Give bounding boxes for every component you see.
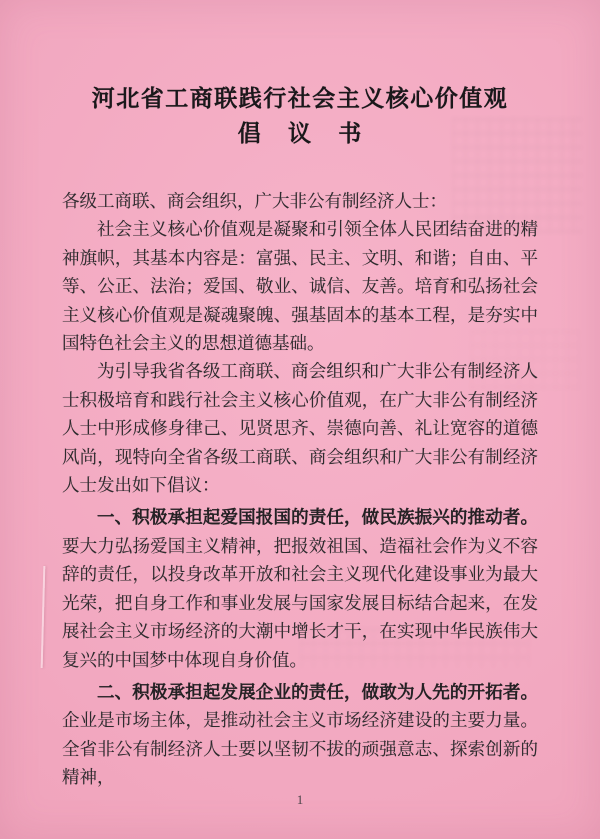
- document-subtitle: 倡 议 书: [237, 121, 363, 146]
- paragraph-bold-lead: 二、积极承担起发展企业的责任，做敢为人先的开拓者。: [97, 681, 538, 702]
- staple-fold-mark: [41, 566, 46, 668]
- paragraph-proposal-2: [62, 678, 538, 792]
- paragraph-text: 社会主义核心价值观是凝聚和引领全体人民团结奋进的精神旗帜，其基本内容是：富强、民主、文明、和谐；自由、平等、公正、法治；爱国、敬业、诚信、友善。培育和弘扬社会主义核心价值观是凝魂聚魄、强基固本的基本工程，是夯实中国特色社会主义的思想道德基础。: [62, 219, 538, 354]
- page-number: 1: [296, 792, 304, 807]
- paragraph-text: 要大力弘扬爱国主义精神，把报效祖国、造福社会作为义不容辞的责任，以投身改革开放和社会主义现代化建设事业为最大光荣，把自身工作和事业发展与国家发展目标结合起来，在发展社会主义市场经济的大潮中增长才干，在实现中华民族伟大复兴的中国梦中体现自身价值。: [62, 535, 538, 670]
- paragraph-guidance: [62, 357, 538, 499]
- document-title: 河北省工商联践行社会主义核心价值观: [91, 86, 509, 111]
- paragraph-proposal-1: [62, 503, 538, 673]
- paragraph-text: 为引导我省各级工商联、商会组织和广大非公有制经济人士积极培育和践行社会主义核心价值观，在广大非公有制经济人士中形成修身律己、见贤思齐、崇德向善、礼让宽容的道德风尚，现特向全省各级工商联、商会组织和广大非公有制经济人士发出如下倡议：: [62, 361, 538, 496]
- paragraph-text: 企业是市场主体，是推动社会主义市场经济建设的主要力量。全省非公有制经济人士要以坚韧不拔的顽强意志、探索创新的精神，: [62, 710, 538, 788]
- paragraph-bold-lead: 一、积极承担起爱国报国的责任，做民族振兴的推动者。: [97, 507, 538, 528]
- document-body: [62, 187, 538, 792]
- paragraph-core-values: [62, 215, 538, 357]
- salutation-line: 各级工商联、商会组织，广大非公有制经济人士：: [62, 191, 447, 211]
